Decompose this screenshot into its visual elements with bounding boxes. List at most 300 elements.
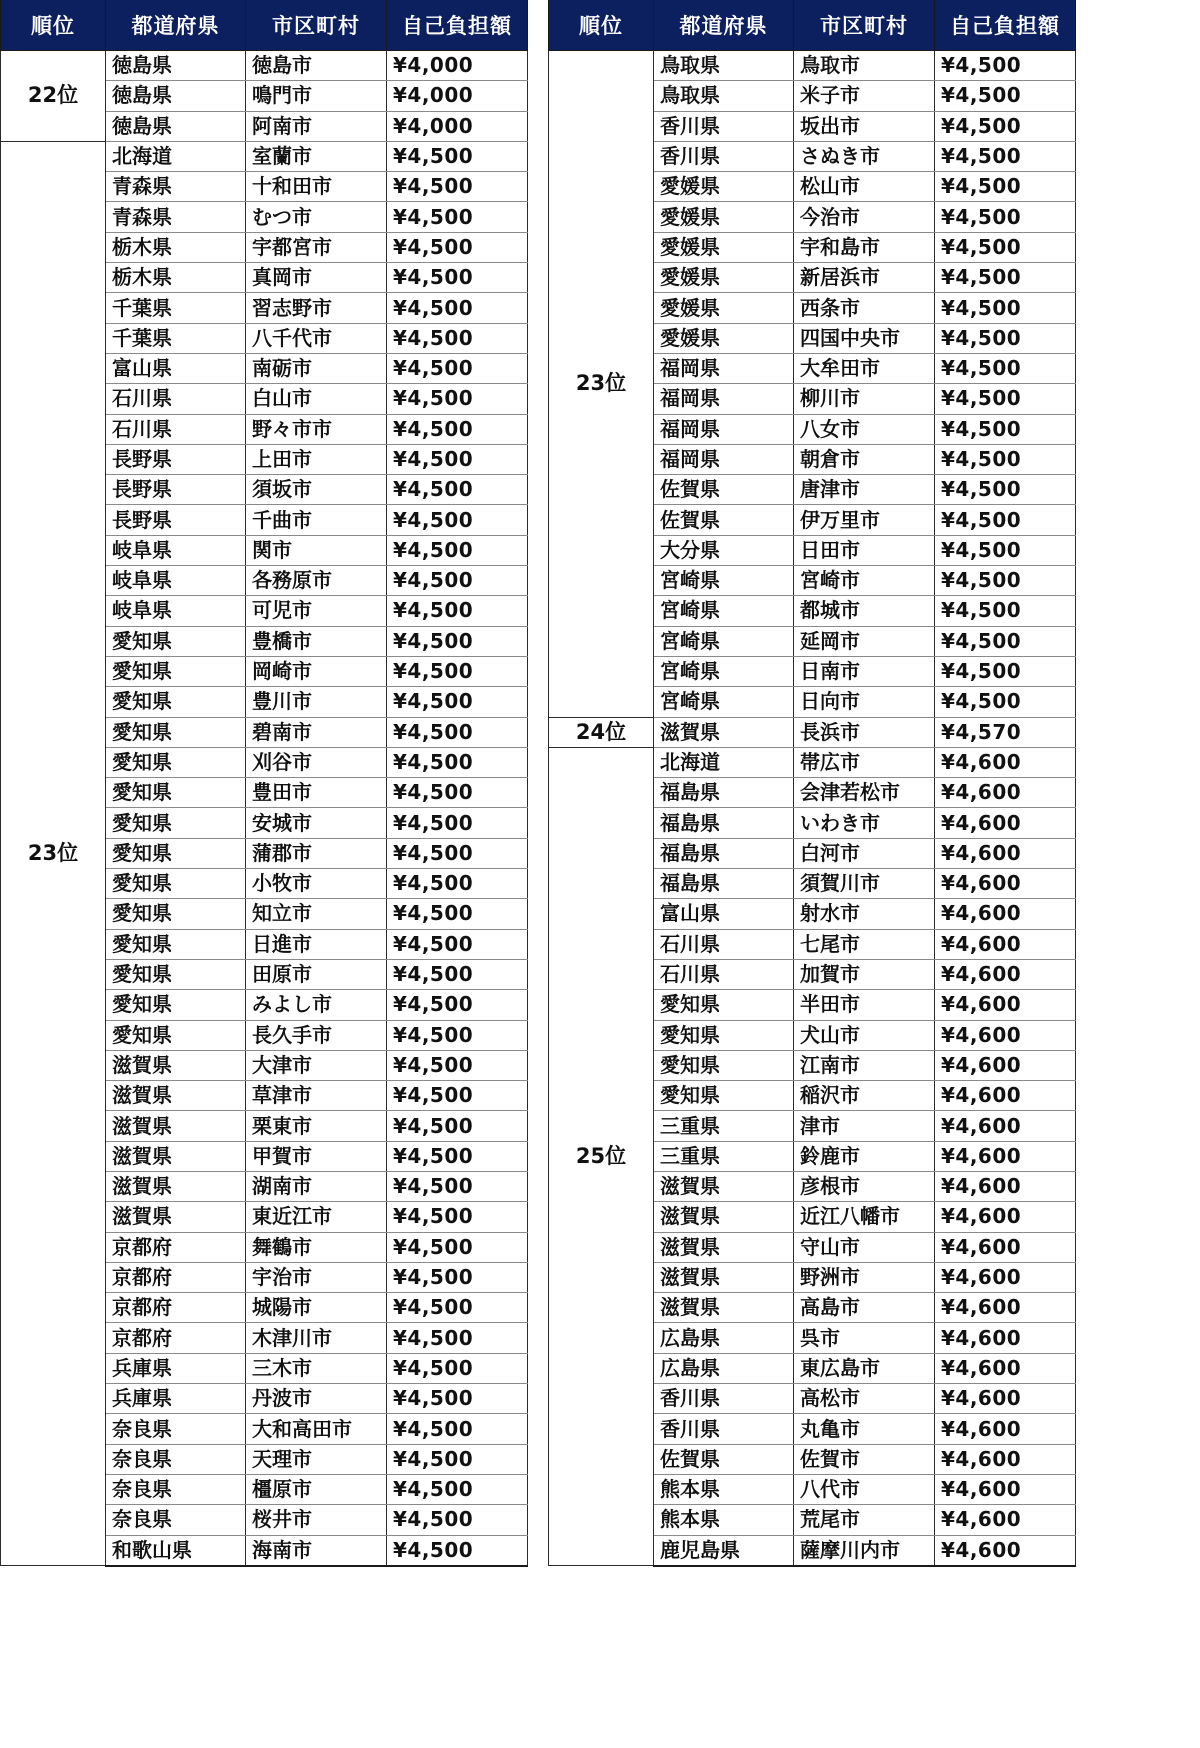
amount-cell: ¥4,600 [935,899,1076,929]
prefecture-cell: 愛媛県 [654,323,794,353]
prefecture-cell: 兵庫県 [106,1384,246,1414]
table-row [549,51,1076,81]
amount-cell: ¥4,500 [387,323,528,353]
city-cell: 豊橋市 [246,626,387,656]
amount-cell: ¥4,500 [935,323,1076,353]
prefecture-cell: 奈良県 [106,1414,246,1444]
header-city: 市区町村 [794,0,935,51]
city-cell: 鈴鹿市 [794,1141,935,1171]
city-cell: 豊田市 [246,778,387,808]
amount-cell: ¥4,500 [387,899,528,929]
city-cell: 海南市 [246,1535,387,1566]
amount-cell: ¥4,500 [387,1293,528,1323]
amount-cell: ¥4,500 [387,717,528,747]
prefecture-cell: 愛媛県 [654,263,794,293]
prefecture-cell: 栃木県 [106,232,246,262]
prefecture-cell: 徳島県 [106,81,246,111]
amount-cell: ¥4,500 [387,656,528,686]
amount-cell: ¥4,600 [935,1384,1076,1414]
city-cell: 野洲市 [794,1262,935,1292]
prefecture-cell: 愛知県 [106,959,246,989]
city-cell: 豊川市 [246,687,387,717]
amount-cell: ¥4,600 [935,747,1076,777]
city-cell: 薩摩川内市 [794,1535,935,1566]
table-row [549,717,1076,747]
amount-cell: ¥4,600 [935,1050,1076,1080]
prefecture-cell: 福島県 [654,778,794,808]
amount-cell: ¥4,500 [387,293,528,323]
amount-cell: ¥4,500 [387,1262,528,1292]
amount-cell: ¥4,600 [935,869,1076,899]
prefecture-cell: 愛知県 [106,778,246,808]
prefecture-cell: 富山県 [106,353,246,383]
rank-cell: 25位 [549,747,654,1566]
prefecture-cell: 宮崎県 [654,626,794,656]
city-cell: 宇和島市 [794,232,935,262]
prefecture-cell: 石川県 [654,959,794,989]
city-cell: 江南市 [794,1050,935,1080]
amount-cell: ¥4,600 [935,778,1076,808]
prefecture-cell: 滋賀県 [654,1262,794,1292]
amount-cell: ¥4,500 [387,929,528,959]
prefecture-cell: 京都府 [106,1262,246,1292]
city-cell: さぬき市 [794,141,935,171]
city-cell: 近江八幡市 [794,1202,935,1232]
amount-cell: ¥4,500 [387,990,528,1020]
city-cell: 丹波市 [246,1384,387,1414]
city-cell: 守山市 [794,1232,935,1262]
city-cell: 小牧市 [246,869,387,899]
amount-cell: ¥4,500 [387,1384,528,1414]
prefecture-cell: 滋賀県 [106,1050,246,1080]
city-cell: 須坂市 [246,475,387,505]
amount-cell: ¥4,500 [387,1505,528,1535]
city-cell: 大津市 [246,1050,387,1080]
city-cell: 甲賀市 [246,1141,387,1171]
amount-cell: ¥4,600 [935,1262,1076,1292]
prefecture-cell: 福島県 [654,808,794,838]
amount-cell: ¥4,500 [935,566,1076,596]
prefecture-cell: 愛知県 [106,656,246,686]
city-cell: 白河市 [794,838,935,868]
amount-cell: ¥4,500 [387,414,528,444]
table-body [549,51,1076,1566]
city-cell: 会津若松市 [794,778,935,808]
city-cell: 長久手市 [246,1020,387,1050]
amount-cell: ¥4,600 [935,838,1076,868]
amount-cell: ¥4,500 [935,384,1076,414]
city-cell: 城陽市 [246,1293,387,1323]
prefecture-cell: 愛媛県 [654,202,794,232]
city-cell: 真岡市 [246,263,387,293]
prefecture-cell: 大分県 [654,535,794,565]
amount-cell: ¥4,500 [387,1535,528,1566]
prefecture-cell: 福島県 [654,869,794,899]
amount-cell: ¥4,500 [387,141,528,171]
city-cell: 習志野市 [246,293,387,323]
amount-cell: ¥4,500 [935,687,1076,717]
amount-cell: ¥4,000 [387,81,528,111]
prefecture-cell: 愛知県 [106,717,246,747]
prefecture-cell: 石川県 [106,384,246,414]
prefecture-cell: 千葉県 [106,293,246,323]
amount-cell: ¥4,000 [387,111,528,141]
prefecture-cell: 福岡県 [654,444,794,474]
city-cell: 半田市 [794,990,935,1020]
prefecture-cell: 長野県 [106,444,246,474]
amount-cell: ¥4,500 [935,51,1076,81]
prefecture-cell: 富山県 [654,899,794,929]
prefecture-cell: 兵庫県 [106,1353,246,1383]
prefecture-cell: 岐阜県 [106,566,246,596]
city-cell: 日向市 [794,687,935,717]
rank-cell: 22位 [1,51,106,142]
city-cell: 米子市 [794,81,935,111]
prefecture-cell: 滋賀県 [106,1111,246,1141]
prefecture-cell: 鳥取県 [654,51,794,81]
amount-cell: ¥4,600 [935,1111,1076,1141]
prefecture-cell: 愛知県 [106,808,246,838]
amount-cell: ¥4,600 [935,1141,1076,1171]
prefecture-cell: 佐賀県 [654,475,794,505]
prefecture-cell: 愛媛県 [654,293,794,323]
prefecture-cell: 愛知県 [106,747,246,777]
city-cell: 東広島市 [794,1353,935,1383]
amount-cell: ¥4,600 [935,1535,1076,1566]
city-cell: 天理市 [246,1444,387,1474]
prefecture-cell: 北海道 [654,747,794,777]
prefecture-cell: 愛知県 [654,1081,794,1111]
amount-cell: ¥4,500 [935,172,1076,202]
amount-cell: ¥4,500 [387,869,528,899]
prefecture-cell: 熊本県 [654,1505,794,1535]
city-cell: 彦根市 [794,1171,935,1201]
city-cell: むつ市 [246,202,387,232]
city-cell: 上田市 [246,444,387,474]
city-cell: 津市 [794,1111,935,1141]
amount-cell: ¥4,500 [387,505,528,535]
amount-cell: ¥4,500 [387,838,528,868]
header-prefecture: 都道府県 [654,0,794,51]
prefecture-cell: 京都府 [106,1232,246,1262]
city-cell: 橿原市 [246,1474,387,1504]
prefecture-cell: 愛知県 [106,1020,246,1050]
amount-cell: ¥4,600 [935,1020,1076,1050]
city-cell: 大牟田市 [794,353,935,383]
prefecture-cell: 宮崎県 [654,656,794,686]
city-cell: 室蘭市 [246,141,387,171]
prefecture-cell: 京都府 [106,1293,246,1323]
city-cell: 安城市 [246,808,387,838]
table-row [1,51,528,81]
table-row [549,747,1076,777]
amount-cell: ¥4,600 [935,808,1076,838]
amount-cell: ¥4,500 [387,384,528,414]
city-cell: 桜井市 [246,1505,387,1535]
amount-cell: ¥4,600 [935,1171,1076,1201]
prefecture-cell: 愛知県 [106,929,246,959]
table-row [1,141,528,171]
city-cell: 岡崎市 [246,656,387,686]
prefecture-cell: 石川県 [654,929,794,959]
city-cell: 日南市 [794,656,935,686]
amount-cell: ¥4,600 [935,1474,1076,1504]
table-body [1,51,528,1566]
amount-cell: ¥4,600 [935,959,1076,989]
amount-cell: ¥4,500 [387,444,528,474]
prefecture-cell: 栃木県 [106,263,246,293]
city-cell: 宇都宮市 [246,232,387,262]
amount-cell: ¥4,600 [935,1202,1076,1232]
amount-cell: ¥4,500 [935,81,1076,111]
amount-cell: ¥4,500 [387,1474,528,1504]
amount-cell: ¥4,500 [387,1414,528,1444]
prefecture-cell: 愛知県 [106,626,246,656]
city-cell: 射水市 [794,899,935,929]
rank-cell: 24位 [549,717,654,747]
city-cell: 新居浜市 [794,263,935,293]
prefecture-cell: 佐賀県 [654,1444,794,1474]
city-cell: 白山市 [246,384,387,414]
prefecture-cell: 岐阜県 [106,596,246,626]
city-cell: 須賀川市 [794,869,935,899]
city-cell: 八千代市 [246,323,387,353]
city-cell: 松山市 [794,172,935,202]
amount-cell: ¥4,500 [935,232,1076,262]
amount-cell: ¥4,500 [387,1020,528,1050]
header-rank: 順位 [1,0,106,51]
prefecture-cell: 宮崎県 [654,596,794,626]
amount-cell: ¥4,500 [387,1141,528,1171]
city-cell: 鳴門市 [246,81,387,111]
city-cell: 呉市 [794,1323,935,1353]
amount-cell: ¥4,500 [935,475,1076,505]
amount-cell: ¥4,500 [387,1111,528,1141]
city-cell: 湖南市 [246,1171,387,1201]
amount-cell: ¥4,500 [935,444,1076,474]
header-rank: 順位 [549,0,654,51]
city-cell: 長浜市 [794,717,935,747]
amount-cell: ¥4,600 [935,1323,1076,1353]
prefecture-cell: 奈良県 [106,1505,246,1535]
amount-cell: ¥4,500 [935,141,1076,171]
prefecture-cell: 鹿児島県 [654,1535,794,1566]
city-cell: 関市 [246,535,387,565]
city-cell: 今治市 [794,202,935,232]
amount-cell: ¥4,500 [387,566,528,596]
prefecture-cell: 香川県 [654,111,794,141]
amount-cell: ¥4,600 [935,1414,1076,1444]
amount-cell: ¥4,500 [387,959,528,989]
amount-cell: ¥4,600 [935,1081,1076,1111]
city-cell: 犬山市 [794,1020,935,1050]
amount-cell: ¥4,500 [387,353,528,383]
amount-cell: ¥4,500 [935,656,1076,686]
prefecture-cell: 滋賀県 [654,1171,794,1201]
city-cell: 延岡市 [794,626,935,656]
amount-cell: ¥4,500 [387,263,528,293]
city-cell: 宮崎市 [794,566,935,596]
prefecture-cell: 愛媛県 [654,172,794,202]
prefecture-cell: 岐阜県 [106,535,246,565]
city-cell: 東近江市 [246,1202,387,1232]
city-cell: 加賀市 [794,959,935,989]
city-cell: 四国中央市 [794,323,935,353]
city-cell: 刈谷市 [246,747,387,777]
amount-cell: ¥4,500 [387,232,528,262]
prefecture-cell: 三重県 [654,1111,794,1141]
amount-cell: ¥4,500 [387,535,528,565]
header-row [549,0,1076,51]
prefecture-cell: 広島県 [654,1353,794,1383]
amount-cell: ¥4,600 [935,1293,1076,1323]
amount-cell: ¥4,500 [387,1444,528,1474]
prefecture-cell: 熊本県 [654,1474,794,1504]
prefecture-cell: 愛知県 [106,687,246,717]
city-cell: 西条市 [794,293,935,323]
city-cell: 八女市 [794,414,935,444]
prefecture-cell: 滋賀県 [654,1202,794,1232]
city-cell: 野々市市 [246,414,387,444]
city-cell: 各務原市 [246,566,387,596]
prefecture-cell: 愛知県 [106,869,246,899]
prefecture-cell: 石川県 [106,414,246,444]
prefecture-cell: 宮崎県 [654,566,794,596]
amount-cell: ¥4,600 [935,1232,1076,1262]
prefecture-cell: 広島県 [654,1323,794,1353]
city-cell: 田原市 [246,959,387,989]
prefecture-cell: 愛知県 [654,1050,794,1080]
city-cell: 十和田市 [246,172,387,202]
prefecture-cell: 香川県 [654,1414,794,1444]
city-cell: 知立市 [246,899,387,929]
prefecture-cell: 三重県 [654,1141,794,1171]
amount-cell: ¥4,500 [935,353,1076,383]
prefecture-cell: 青森県 [106,202,246,232]
prefecture-cell: 和歌山県 [106,1535,246,1566]
city-cell: 高松市 [794,1384,935,1414]
header-amount: 自己負担額 [387,0,528,51]
header-row [1,0,528,51]
city-cell: 栗東市 [246,1111,387,1141]
header-prefecture: 都道府県 [106,0,246,51]
amount-cell: ¥4,500 [387,172,528,202]
city-cell: みよし市 [246,990,387,1020]
amount-cell: ¥4,500 [387,808,528,838]
rank-cell: 23位 [1,141,106,1565]
city-cell: 丸亀市 [794,1414,935,1444]
amount-cell: ¥4,500 [935,414,1076,444]
prefecture-cell: 愛知県 [106,899,246,929]
prefecture-cell: 滋賀県 [654,1232,794,1262]
prefecture-cell: 福岡県 [654,384,794,414]
amount-cell: ¥4,000 [387,51,528,81]
city-cell: 荒尾市 [794,1505,935,1535]
amount-cell: ¥4,500 [387,475,528,505]
prefecture-cell: 青森県 [106,172,246,202]
header-amount: 自己負担額 [935,0,1076,51]
prefecture-cell: 香川県 [654,1384,794,1414]
prefecture-cell: 滋賀県 [106,1202,246,1232]
city-cell: 坂出市 [794,111,935,141]
amount-cell: ¥4,500 [387,747,528,777]
city-cell: 南砺市 [246,353,387,383]
prefecture-cell: 愛知県 [654,1020,794,1050]
city-cell: 八代市 [794,1474,935,1504]
prefecture-cell: 滋賀県 [654,717,794,747]
prefecture-cell: 長野県 [106,475,246,505]
prefecture-cell: 宮崎県 [654,687,794,717]
city-cell: 草津市 [246,1081,387,1111]
prefecture-cell: 福島県 [654,838,794,868]
amount-cell: ¥4,500 [387,596,528,626]
prefecture-cell: 奈良県 [106,1474,246,1504]
prefecture-cell: 香川県 [654,141,794,171]
city-cell: 蒲郡市 [246,838,387,868]
rank-cell: 23位 [549,51,654,718]
city-cell: 日田市 [794,535,935,565]
amount-cell: ¥4,600 [935,1353,1076,1383]
amount-cell: ¥4,500 [387,1232,528,1262]
prefecture-cell: 佐賀県 [654,505,794,535]
city-cell: 三木市 [246,1353,387,1383]
city-cell: 日進市 [246,929,387,959]
prefecture-cell: 滋賀県 [654,1293,794,1323]
city-cell: 稲沢市 [794,1081,935,1111]
prefecture-cell: 北海道 [106,141,246,171]
amount-cell: ¥4,500 [935,626,1076,656]
amount-cell: ¥4,500 [387,626,528,656]
prefecture-cell: 愛知県 [654,990,794,1020]
city-cell: 高島市 [794,1293,935,1323]
city-cell: 唐津市 [794,475,935,505]
amount-cell: ¥4,500 [387,202,528,232]
city-cell: 鳥取市 [794,51,935,81]
city-cell: 木津川市 [246,1323,387,1353]
amount-cell: ¥4,500 [387,1323,528,1353]
amount-cell: ¥4,500 [935,505,1076,535]
city-cell: 佐賀市 [794,1444,935,1474]
prefecture-cell: 千葉県 [106,323,246,353]
city-cell: 阿南市 [246,111,387,141]
amount-cell: ¥4,570 [935,717,1076,747]
amount-cell: ¥4,500 [387,1171,528,1201]
ranking-table-right [548,0,1076,1567]
prefecture-cell: 鳥取県 [654,81,794,111]
header-city: 市区町村 [246,0,387,51]
city-cell: 七尾市 [794,929,935,959]
prefecture-cell: 長野県 [106,505,246,535]
city-cell: 可児市 [246,596,387,626]
amount-cell: ¥4,500 [387,778,528,808]
city-cell: 柳川市 [794,384,935,414]
amount-cell: ¥4,500 [935,111,1076,141]
prefecture-cell: 滋賀県 [106,1141,246,1171]
ranking-table-left [0,0,528,1567]
amount-cell: ¥4,500 [387,1353,528,1383]
amount-cell: ¥4,500 [935,202,1076,232]
city-cell: 朝倉市 [794,444,935,474]
prefecture-cell: 滋賀県 [106,1171,246,1201]
amount-cell: ¥4,500 [935,263,1076,293]
prefecture-cell: 愛媛県 [654,232,794,262]
city-cell: 千曲市 [246,505,387,535]
amount-cell: ¥4,600 [935,1505,1076,1535]
amount-cell: ¥4,500 [387,1050,528,1080]
prefecture-cell: 福岡県 [654,353,794,383]
city-cell: 徳島市 [246,51,387,81]
prefecture-cell: 福岡県 [654,414,794,444]
